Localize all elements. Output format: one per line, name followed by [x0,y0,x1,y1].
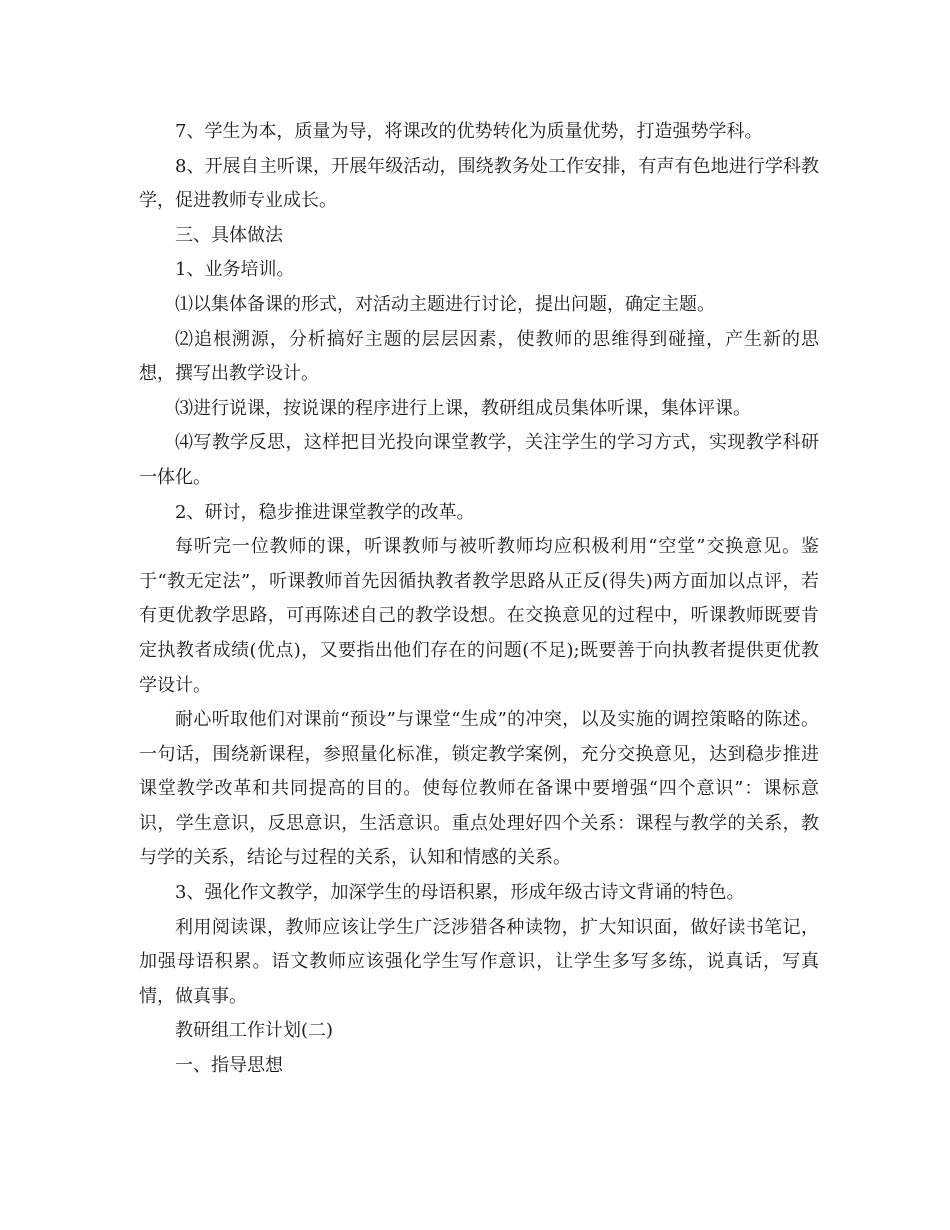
list-item-4: ⑷写教学反思，这样把目光投向课堂教学，关注学生的学习方式，实现教学科研一体化。 [139,432,819,488]
list-item-1: ⑴以集体备课的形式，对活动主题进行讨论，提出问题，确定主题。 [175,293,715,315]
section-heading-guiding-idea: 一、指导思想 [175,1055,283,1077]
subheading-research: 2、研讨，稳步推进课堂教学的改革。 [175,501,475,523]
paragraph-exchange-opinions: 每听完一位教师的课，听课教师与被听教师均应积极利用“空堂”交换意见。鉴于“教无定法”，听课教师首先因循执教者教学思路从正反(得失)两方面加以点评，若有更优教学思路，可再陈述自己的教学设想。在交换意见的过程中，听课教师既要肯定执教者成绩(优点)，又要指出他们存在的问题(不足);既要善于向执教者提供更优教学设计。 [139,536,819,696]
section-title-plan-two: 教研组工作计划(二) [175,1020,334,1042]
list-item-2: ⑵追根溯源，分析搞好主题的层层因素，使教师的思维得到碰撞，产生新的思想，撰写出教学设计。 [139,328,819,385]
subheading-composition: 3、强化作文教学，加深学生的母语积累，形成年级古诗文背诵的特色。 [175,882,745,904]
paragraph-listen-patiently: 耐心听取他们对课前“预设”与课堂“生成”的冲突，以及实施的调控策略的陈述。一句话，围绕新课程，参照量化标准，锁定教学案例，充分交换意见，达到稳步推进课堂教学改革和共同提高的目的。使每位教师在备课中要增强“四个意识”：课标意识，学生意识，反思意识，生活意识。重点处理好四个关系：课程与教学的关系，教与学的关系，结论与过程的关系，认知和情感的关系。 [139,709,819,869]
document-body [139,115,819,1084]
paragraph-goal-7: 7、学生为本，质量为导，将课改的优势转化为质量优势，打造强势学科。 [175,121,763,142]
paragraph-reading-class: 利用阅读课，教师应该让学生广泛涉猎各种读物，扩大知识面，做好读书笔记，加强母语积累。语文教师应该强化学生写作意识，让学生多写多练，说真话，写真情，做真事。 [139,916,819,1007]
list-item-3: ⑶进行说课，按说课的程序进行上课，教研组成员集体听课，集体评课。 [175,397,751,419]
subheading-training: 1、业务培训。 [175,259,295,281]
paragraph-goal-8: 8、开展自主听课，开展年级活动，围绕教务处工作安排，有声有色地进行学科教学，促进教师专业成长。 [139,155,819,212]
section-heading-methods: 三、具体做法 [175,224,283,246]
